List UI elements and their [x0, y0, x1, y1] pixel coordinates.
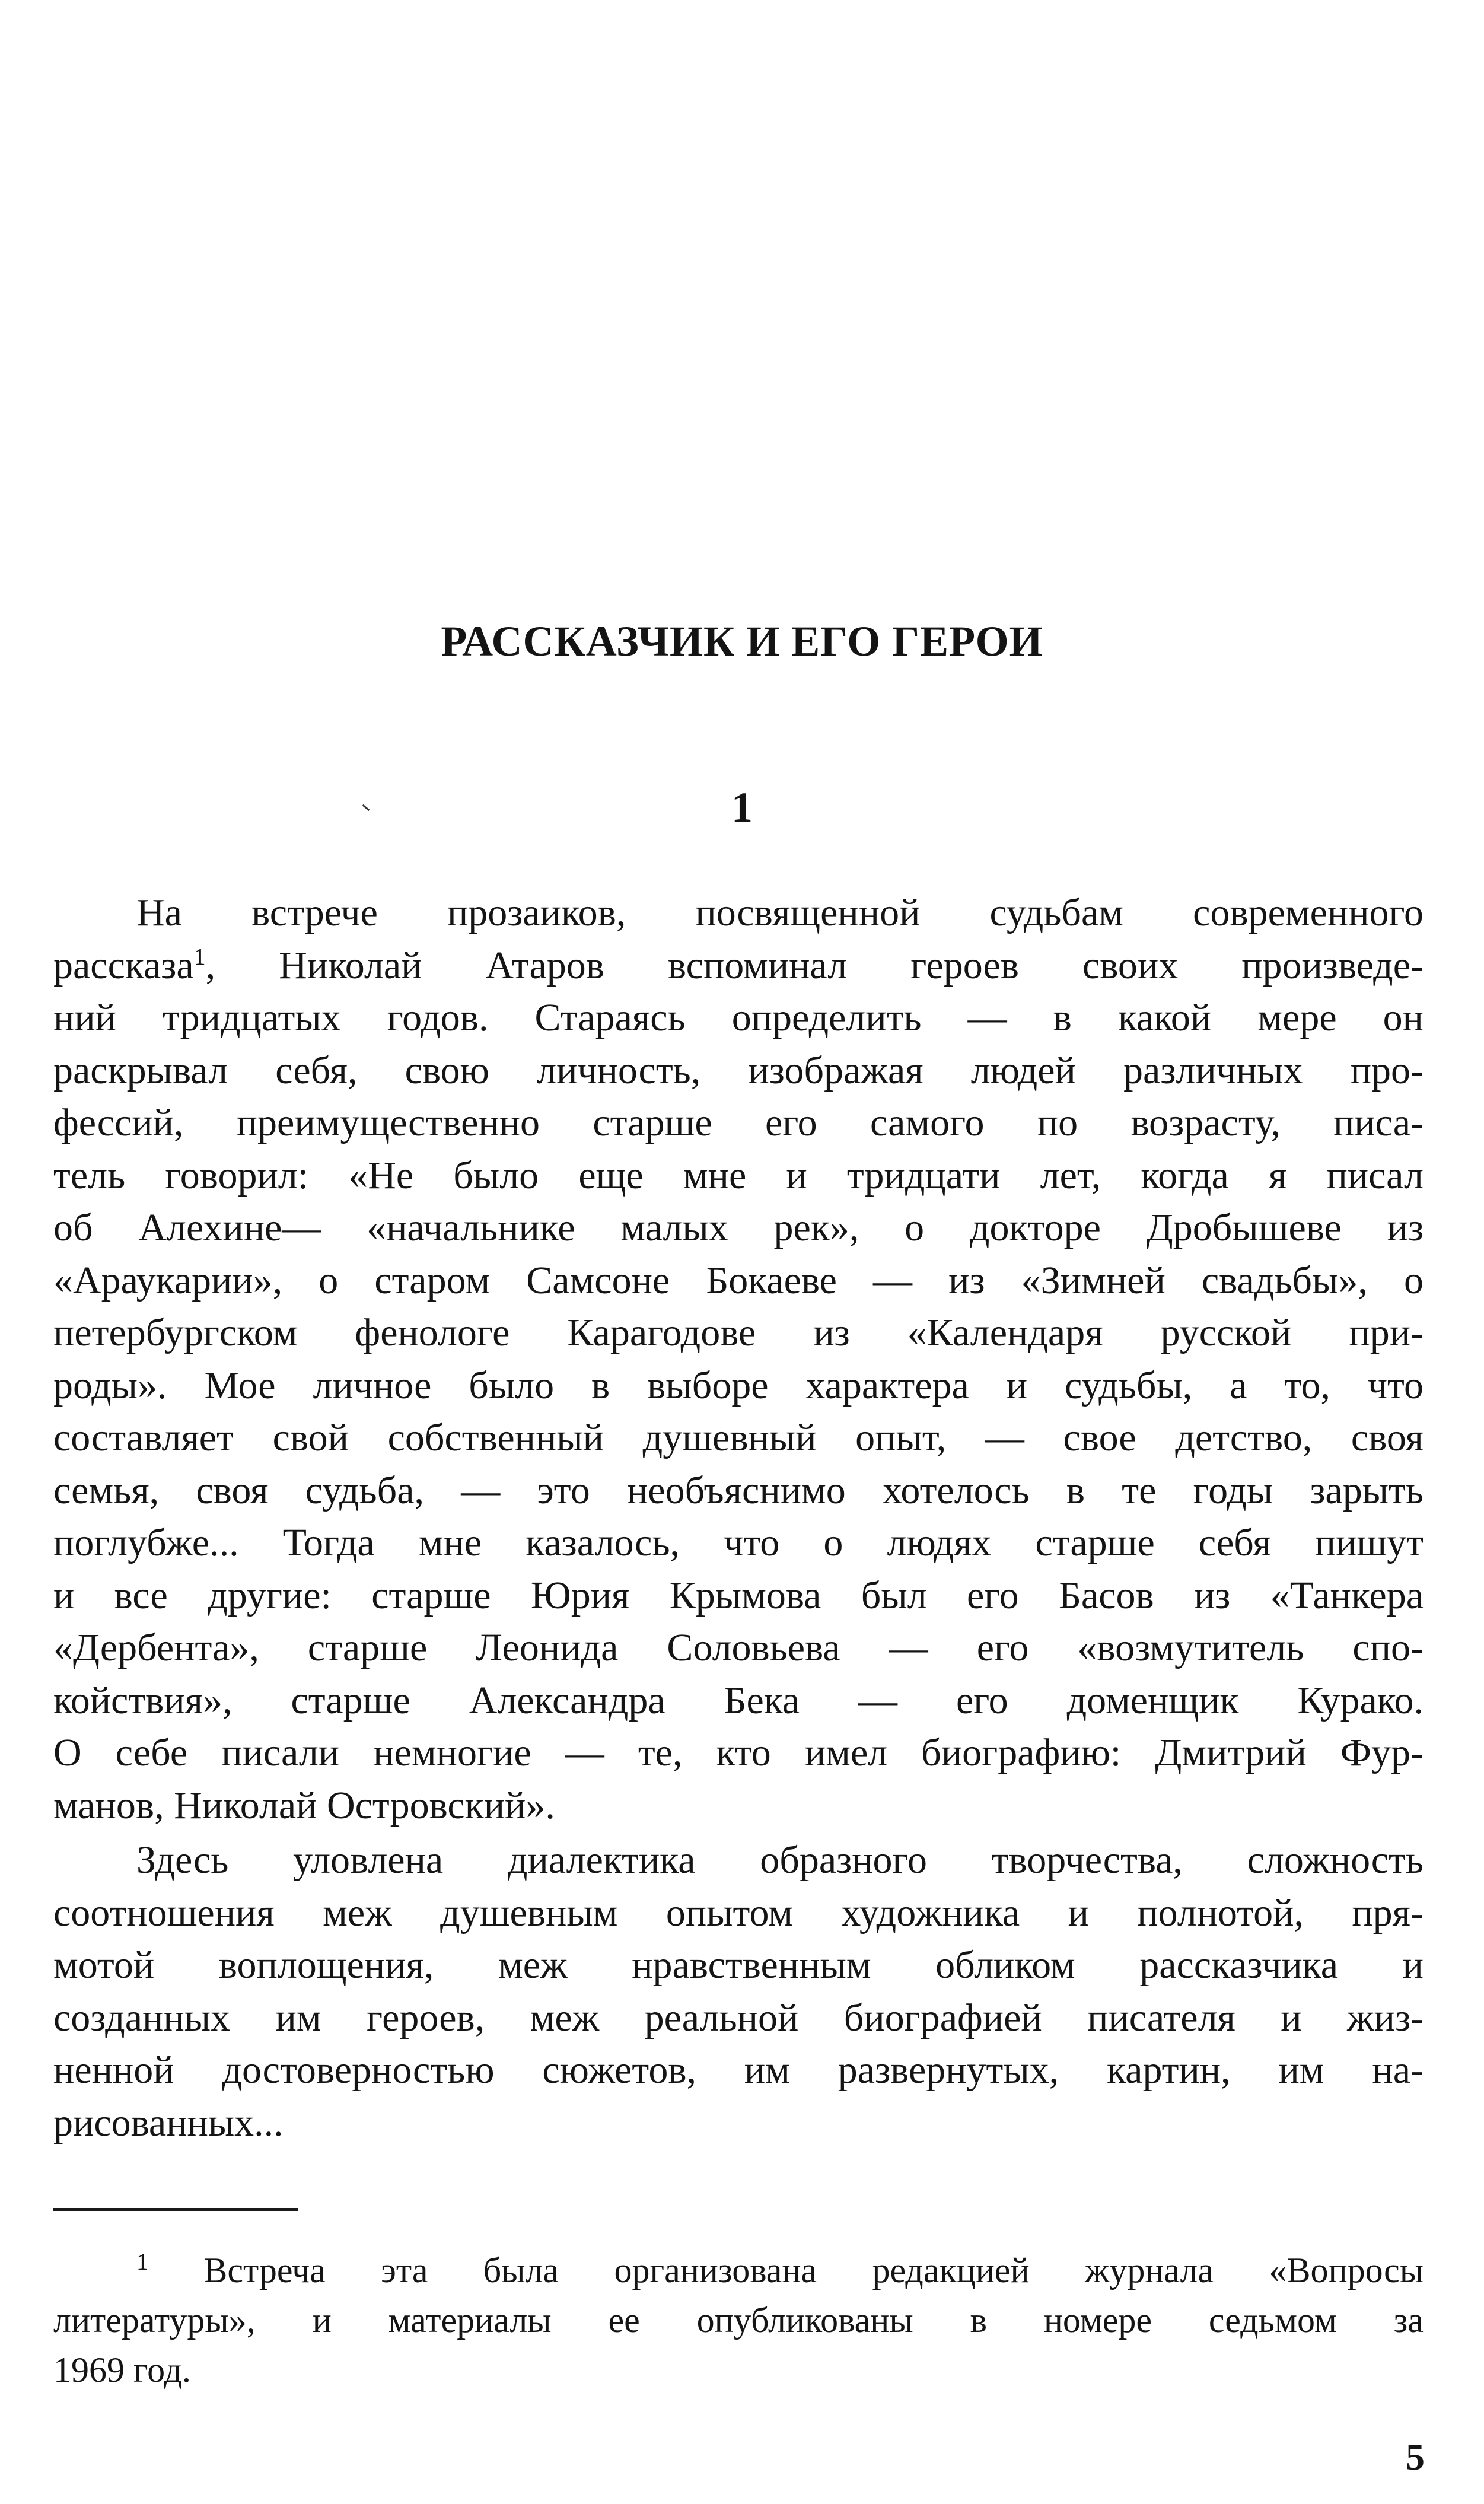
text-line: манов, Николай Островский». [53, 1783, 555, 1827]
text-line: созданных им героев, меж реальной биографией писателя и жиз- [53, 1996, 1424, 2040]
text-line: составляет свой собственный душевный опыт, — свое детство, своя [53, 1416, 1424, 1459]
text-line: ний тридцатых годов. Стараясь определить — в какой мере он [53, 996, 1424, 1039]
footnote-ref: 1 [193, 943, 206, 970]
text-fragment: рассказа [53, 943, 194, 987]
text-line: об Алехине— «начальнике малых рек», о докторе Дробышеве из [53, 1206, 1424, 1249]
chapter-title: РАССКАЗЧИК И ЕГО ГЕРОИ [441, 618, 1043, 665]
footnote-line [53, 2245, 1424, 2295]
text-line: На встрече прозаиков, посвященной судьбам современного [136, 891, 1424, 934]
footnote-divider [53, 2208, 298, 2211]
text-line: Здесь уловлена диалектика образного творчества, сложность [136, 1838, 1424, 1882]
text-line: «Дербента», старше Леонида Соловьева — его «возмутитель спо- [53, 1626, 1424, 1669]
footnote-line: литературы», и материалы ее опубликованы в номере седьмом за [53, 2301, 1424, 2340]
text-line: ненной достоверностью сюжетов, им развернутых, картин, им на- [53, 2048, 1424, 2092]
text-line: роды». Мое личное было в выборе характера и судьбы, а то, что [53, 1363, 1424, 1407]
text-fragment: Встреча эта была организована редакцией журнала «Вопросы [203, 2251, 1424, 2290]
text-line: петербургском фенологе Карагодове из «Календаря русской при- [53, 1311, 1424, 1354]
text-line: и все другие: старше Юрия Крымова был его Басов из «Танкера [53, 1573, 1424, 1617]
text-line: тель говорил: «Не было еще мне и тридцати лет, когда я писал [53, 1153, 1424, 1197]
text-line: койствия», старше Александра Бека — его доменщик Курако. [53, 1678, 1424, 1722]
text-line: «Араукарии», о старом Самсоне Бокаеве — из «Зимней свадьбы», о [53, 1258, 1424, 1302]
text-fragment: , Николай Атаров вспоминал героев своих произведе- [205, 943, 1424, 987]
text-line: соотношения меж душевным опытом художника и полнотой, пря- [53, 1891, 1424, 1935]
footnote-marker: 1 [136, 2248, 148, 2275]
text-line: фессий, преимущественно старше его самого по возрасту, писа- [53, 1101, 1424, 1144]
footnote-line: 1969 год. [53, 2350, 191, 2390]
footnote [53, 2245, 1424, 2395]
text-line [53, 940, 1424, 992]
text-line: раскрывал себя, свою личность, изображая людей различных про- [53, 1048, 1424, 1092]
text-line: семья, своя судьба, — это необъяснимо хотелось в те годы зарыть [53, 1468, 1424, 1512]
text-line: О себе писали немногие — те, кто имел биографию: Дмитрий Фур- [53, 1731, 1424, 1774]
text-line: мотой воплощения, меж нравственным обликом рассказчика и [53, 1943, 1424, 1987]
text-line: рисованных... [53, 2101, 284, 2145]
section-number: 1 [731, 784, 753, 831]
text-line: поглубже... Тогда мне казалось, что о людях старше себя пишут [53, 1521, 1424, 1564]
page-number: 5 [1406, 2436, 1425, 2478]
main-text [53, 887, 1424, 2149]
